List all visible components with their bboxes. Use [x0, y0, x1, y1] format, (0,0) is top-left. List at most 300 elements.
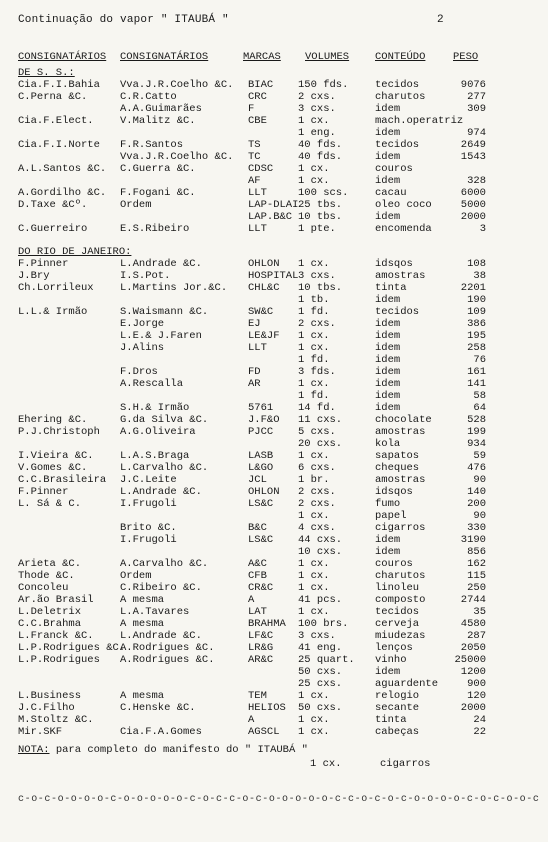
weight-cell: 2649	[460, 139, 486, 151]
shipper-cell: Ordem	[120, 570, 152, 582]
weight-cell: 22	[473, 726, 486, 738]
content-cell: miudezas	[375, 630, 426, 642]
mark-cell: LR&G	[248, 642, 274, 654]
volume-cell: 25 tbs.	[298, 199, 343, 211]
table-row	[0, 330, 548, 342]
shipper-cell: A.Rodrigues &C.	[120, 642, 215, 654]
weight-cell: 199	[467, 426, 486, 438]
volume-cell: 40 fds.	[298, 139, 343, 151]
shipper-cell: A mesma	[120, 594, 165, 606]
weight-cell: 330	[467, 522, 486, 534]
content-cell: idem	[375, 666, 401, 678]
content-cell: aguardente	[375, 678, 439, 690]
volume-cell: 1 cx.	[298, 510, 330, 522]
volume-cell: 100 brs.	[298, 618, 349, 630]
consignee-cell: J.C.Filho	[18, 702, 75, 714]
table-row	[0, 522, 548, 534]
weight-cell: 162	[467, 558, 486, 570]
content-cell: charutos	[375, 570, 426, 582]
table-row	[0, 606, 548, 618]
volume-cell: 2 cxs.	[298, 91, 336, 103]
content-cell: sapatos	[375, 450, 420, 462]
weight-cell: 115	[467, 570, 486, 582]
content-cell: idem	[375, 330, 401, 342]
mark-cell: LLT	[248, 223, 267, 235]
weight-cell: 5000	[460, 199, 486, 211]
mark-cell: TC	[248, 151, 261, 163]
shipper-cell: L.A.S.Braga	[120, 450, 190, 462]
volume-cell: 10 tbs.	[298, 211, 343, 223]
table-row	[0, 654, 548, 666]
content-cell: papel	[375, 510, 407, 522]
content-cell: linoleu	[375, 582, 420, 594]
table-row	[0, 438, 548, 450]
volume-cell: 2 cxs.	[298, 318, 336, 330]
table-row	[0, 666, 548, 678]
col-header-marks: MARCAS	[243, 51, 281, 63]
mark-cell: CHL&C	[248, 282, 280, 294]
shipper-cell: C.R.Catto	[120, 91, 177, 103]
weight-cell: 3	[479, 223, 486, 235]
volume-cell: 2 cxs.	[298, 486, 336, 498]
content-cell: encomenda	[375, 223, 432, 235]
content-cell: kola	[375, 438, 401, 450]
content-cell: fumo	[375, 498, 401, 510]
weight-cell: 1543	[460, 151, 486, 163]
content-cell: cigarros	[375, 522, 426, 534]
table-row	[0, 294, 548, 306]
mark-cell: AGSCL	[248, 726, 280, 738]
consignee-cell: C.Guerreiro	[18, 223, 88, 235]
consignee-cell: M.Stoltz &C.	[18, 714, 94, 726]
consignee-cell: L. Sá & C.	[18, 498, 82, 510]
content-cell: idem	[375, 318, 401, 330]
shipper-cell: Vva.J.R.Coelho &C.	[120, 79, 234, 91]
volume-cell: 1 fd.	[298, 390, 330, 402]
volume-cell: 1 cx.	[298, 570, 330, 582]
table-row	[0, 187, 548, 199]
weight-cell: 6000	[460, 187, 486, 199]
weight-cell: 386	[467, 318, 486, 330]
mark-cell: LAT	[248, 606, 267, 618]
consignee-cell: Cia.F.I.Norte	[18, 139, 100, 151]
consignee-cell: L.Deletrix	[18, 606, 82, 618]
volume-cell: 1 cx.	[298, 726, 330, 738]
table-row	[0, 534, 548, 546]
content-cell: idem	[375, 211, 401, 223]
volume-cell: 41 eng.	[298, 642, 343, 654]
content-cell: idem	[375, 342, 401, 354]
content-cell: chocolate	[375, 414, 432, 426]
table-row	[0, 510, 548, 522]
volume-cell: 14 fd.	[298, 402, 336, 414]
table-row	[0, 618, 548, 630]
volume-cell: 1 tb.	[298, 294, 330, 306]
mark-cell: A	[248, 714, 255, 726]
mark-cell: AR&C	[248, 654, 274, 666]
weight-cell: 195	[467, 330, 486, 342]
mark-cell: LE&JF	[248, 330, 280, 342]
content-cell: couros	[375, 163, 413, 175]
table-row	[0, 630, 548, 642]
shipper-cell: F.R.Santos	[120, 139, 184, 151]
weight-cell: 528	[467, 414, 486, 426]
content-cell: idem	[375, 390, 401, 402]
mark-cell: FD	[248, 366, 261, 378]
volume-cell: 1 cx.	[298, 606, 330, 618]
content-cell: tinta	[375, 282, 407, 294]
consignee-cell: C.C.Brasileira	[18, 474, 107, 486]
table-row	[0, 270, 548, 282]
weight-cell: 974	[467, 127, 486, 139]
shipper-cell: A mesma	[120, 618, 165, 630]
volume-cell: 1 cx.	[298, 258, 330, 270]
shipper-cell: A.Carvalho &C.	[120, 558, 209, 570]
weight-cell: 2000	[460, 211, 486, 223]
weight-cell: 476	[467, 462, 486, 474]
weight-cell: 90	[473, 510, 486, 522]
volume-cell: 50 cxs.	[298, 702, 343, 714]
table-row	[0, 594, 548, 606]
consignee-cell: A.L.Santos &C.	[18, 163, 107, 175]
content-cell: idem	[375, 534, 401, 546]
weight-cell: 25000	[454, 654, 486, 666]
volume-cell: 6 cxs.	[298, 462, 336, 474]
volume-cell: 1 cx.	[298, 115, 330, 127]
table-row	[0, 366, 548, 378]
weight-cell: 35	[473, 606, 486, 618]
volume-cell: 10 cxs.	[298, 546, 343, 558]
content-cell: idem	[375, 402, 401, 414]
mark-cell: LLT	[248, 187, 267, 199]
mark-cell: LASB	[248, 450, 274, 462]
volume-cell: 1 br.	[298, 474, 330, 486]
shipper-cell: L.Andrade &C.	[120, 258, 202, 270]
mark-cell: TEM	[248, 690, 267, 702]
table-row	[0, 91, 548, 103]
content-cell: idem	[375, 127, 401, 139]
content-cell: tecidos	[375, 306, 420, 318]
mark-cell: OHLON	[248, 258, 280, 270]
separator-line: c-o-c-o-o-o-o-c-o-o-o-o-o-c-o-c-c-o-c-o-o-o-o-o-c-c-o-c-o-c-o-o-o-o-c-o-c-o-o-c	[18, 794, 540, 805]
weight-cell: 90	[473, 474, 486, 486]
mark-cell: OHLON	[248, 486, 280, 498]
shipper-cell: S.Waismann &C.	[120, 306, 209, 318]
content-cell: idsqos	[375, 486, 413, 498]
shipper-cell: J.C.Leite	[120, 474, 177, 486]
mark-cell: CFB	[248, 570, 267, 582]
content-cell: tinta	[375, 714, 407, 726]
mark-cell: CR&C	[248, 582, 274, 594]
shipper-cell: C.Ribeiro &C.	[120, 582, 202, 594]
shipper-cell: L.Martins Jor.&C.	[120, 282, 228, 294]
table-row	[0, 115, 548, 127]
consignee-cell: Thode &C.	[18, 570, 75, 582]
volume-cell: 1 cx.	[298, 690, 330, 702]
weight-cell: 161	[467, 366, 486, 378]
mark-cell: HOSPITAL	[248, 270, 299, 282]
table-row	[0, 163, 548, 175]
shipper-cell: Ordem	[120, 199, 152, 211]
mark-cell: LS&C	[248, 534, 274, 546]
content-cell: amostras	[375, 270, 426, 282]
table-row	[0, 282, 548, 294]
shipper-cell: A.G.Oliveira	[120, 426, 196, 438]
volume-cell: 1 pte.	[298, 223, 336, 235]
content-cell: vinho	[375, 654, 407, 666]
consignee-cell: Ehering &C.	[18, 414, 88, 426]
shipper-cell: A mesma	[120, 690, 165, 702]
consignee-cell: C.Perna &C.	[18, 91, 88, 103]
volume-cell: 1 cx.	[298, 558, 330, 570]
volume-cell: 1 cx.	[298, 163, 330, 175]
weight-cell: 309	[467, 103, 486, 115]
weight-cell: 190	[467, 294, 486, 306]
content-cell: idem	[375, 366, 401, 378]
section-heading: DO RIO DE JANEIRO:	[18, 246, 132, 258]
table-row	[0, 474, 548, 486]
mark-cell: AF	[248, 175, 261, 187]
nota-label: NOTA:	[18, 744, 50, 756]
col-header-volumes: VOLUMES	[305, 51, 350, 63]
table-row	[0, 714, 548, 726]
content-cell: couros	[375, 558, 413, 570]
weight-cell: 9076	[460, 79, 486, 91]
volume-cell: 1 cx.	[298, 175, 330, 187]
table-row	[0, 582, 548, 594]
content-cell: idem	[375, 546, 401, 558]
weight-cell: 24	[473, 714, 486, 726]
weight-cell: 2201	[460, 282, 486, 294]
weight-cell: 277	[467, 91, 486, 103]
weight-cell: 250	[467, 582, 486, 594]
shipper-cell: E.S.Ribeiro	[120, 223, 190, 235]
consignee-cell: Cia.F.I.Bahia	[18, 79, 100, 91]
weight-cell: 900	[467, 678, 486, 690]
volume-cell: 20 cxs.	[298, 438, 343, 450]
weight-cell: 76	[473, 354, 486, 366]
table-row	[0, 127, 548, 139]
content-cell: cabeças	[375, 726, 420, 738]
mark-cell: CDSC	[248, 163, 274, 175]
volume-cell: 25 quart.	[298, 654, 355, 666]
content-cell: idem	[375, 103, 401, 115]
weight-cell: 108	[467, 258, 486, 270]
volume-cell: 40 fds.	[298, 151, 343, 163]
volume-cell: 2 cxs.	[298, 498, 336, 510]
volume-cell: 11 cxs.	[298, 414, 343, 426]
mark-cell: LS&C	[248, 498, 274, 510]
shipper-cell: C.Henske &C.	[120, 702, 196, 714]
consignee-cell: L.L.& Irmão	[18, 306, 88, 318]
mark-cell: A&C	[248, 558, 267, 570]
mark-cell: BRAHMA	[248, 618, 286, 630]
table-row	[0, 318, 548, 330]
volume-cell: 5 cxs.	[298, 426, 336, 438]
weight-cell: 2744	[460, 594, 486, 606]
weight-cell: 58	[473, 390, 486, 402]
table-row	[0, 642, 548, 654]
table-row	[0, 402, 548, 414]
consignee-cell: Concoleu	[18, 582, 69, 594]
table-row	[0, 678, 548, 690]
table-row	[0, 258, 548, 270]
content-cell: lenços	[375, 642, 413, 654]
weight-cell: 934	[467, 438, 486, 450]
consignee-cell: Arieta &C.	[18, 558, 82, 570]
shipper-cell: L.A.Tavares	[120, 606, 190, 618]
volume-cell: 50 cxs.	[298, 666, 343, 678]
content-cell: idem	[375, 294, 401, 306]
weight-cell: 856	[467, 546, 486, 558]
table-row	[0, 103, 548, 115]
table-row	[0, 175, 548, 187]
shipper-cell: F.Dros	[120, 366, 158, 378]
volume-cell: 3 cxs.	[298, 630, 336, 642]
col-header-shippers: CONSIGNATÁRIOS	[120, 51, 209, 63]
content-cell: idem	[375, 354, 401, 366]
mark-cell: LAP.B&C	[248, 211, 293, 223]
consignee-cell: Cia.F.Elect.	[18, 115, 94, 127]
mark-cell: LAP-DLAI	[248, 199, 299, 211]
document-title: Continuação do vapor " ITAUBÁ "	[18, 14, 229, 26]
shipper-cell: Brito &C.	[120, 522, 177, 534]
content-cell: composto	[375, 594, 426, 606]
table-row	[0, 558, 548, 570]
shipper-cell: A.Rescalla	[120, 378, 184, 390]
column-headers	[0, 51, 548, 65]
weight-cell: 140	[467, 486, 486, 498]
weight-cell: 3190	[460, 534, 486, 546]
volume-cell: 44 cxs.	[298, 534, 343, 546]
mark-cell: A	[248, 594, 255, 606]
shipper-cell: C.Guerra &C.	[120, 163, 196, 175]
weight-cell: 200	[467, 498, 486, 510]
volume-cell: 150 fds.	[298, 79, 349, 91]
volume-cell: 1 cx.	[298, 582, 330, 594]
content-cell: cacau	[375, 187, 407, 199]
table-row	[0, 486, 548, 498]
col-header-weight: PESO	[453, 51, 479, 63]
volume-cell: 1 cx.	[298, 378, 330, 390]
table-row	[0, 378, 548, 390]
weight-cell: 2050	[460, 642, 486, 654]
weight-cell: 109	[467, 306, 486, 318]
weight-cell: 120	[467, 690, 486, 702]
mark-cell: CRC	[248, 91, 267, 103]
volume-cell: 41 pcs.	[298, 594, 343, 606]
content-cell: amostras	[375, 474, 426, 486]
content-cell: secante	[375, 702, 420, 714]
col-header-consignees: CONSIGNATÁRIOS	[18, 51, 107, 63]
table-row	[0, 414, 548, 426]
shipper-cell: G.da Silva &C.	[120, 414, 209, 426]
table-row	[0, 199, 548, 211]
mark-cell: LLT	[248, 342, 267, 354]
table-row	[0, 79, 548, 91]
shipper-cell: A.A.Guimarães	[120, 103, 202, 115]
content-cell: relogio	[375, 690, 420, 702]
content-cell: idsqos	[375, 258, 413, 270]
weight-cell: 287	[467, 630, 486, 642]
weight-cell: 38	[473, 270, 486, 282]
table-row	[0, 354, 548, 366]
content-cell: idem	[375, 151, 401, 163]
volume-cell: 1 cx.	[298, 342, 330, 354]
footer-note	[18, 744, 308, 756]
consignee-cell: L.Franck &C.	[18, 630, 94, 642]
shipper-cell: I.Frugoli	[120, 534, 177, 546]
shipper-cell: L.Carvalho &C.	[120, 462, 209, 474]
shipper-cell: E.Jorge	[120, 318, 165, 330]
mark-cell: HELIOS	[248, 702, 286, 714]
col-header-contents: CONTEÚDO	[375, 51, 426, 63]
table-row	[0, 139, 548, 151]
table-row	[0, 306, 548, 318]
consignee-cell: P.J.Christoph	[18, 426, 100, 438]
table-row	[0, 426, 548, 438]
weight-cell: 141	[467, 378, 486, 390]
volume-cell: 4 cxs.	[298, 522, 336, 534]
consignee-cell: Ch.Lorrileux	[18, 282, 94, 294]
footer-extra-content: cigarros	[380, 758, 431, 770]
mark-cell: TS	[248, 139, 261, 151]
table-row	[0, 498, 548, 510]
volume-cell: 1 cx.	[298, 714, 330, 726]
volume-cell: 10 tbs.	[298, 282, 343, 294]
content-cell: oleo coco	[375, 199, 432, 211]
weight-cell: 2000	[460, 702, 486, 714]
consignee-cell: C.C.Brahma	[18, 618, 82, 630]
weight-cell: 64	[473, 402, 486, 414]
consignee-cell: L.Business	[18, 690, 82, 702]
mark-cell: AR	[248, 378, 261, 390]
shipper-cell: L.E.& J.Faren	[120, 330, 202, 342]
page-number: 2	[437, 14, 444, 26]
mark-cell: 5761	[248, 402, 274, 414]
mark-cell: L&GO	[248, 462, 274, 474]
mark-cell: F	[248, 103, 255, 115]
volume-cell: 3 cxs.	[298, 103, 336, 115]
shipper-cell: J.Alins	[120, 342, 165, 354]
consignee-cell: V.Gomes &C.	[18, 462, 88, 474]
consignee-cell: L.P.Rodrigues &C.	[18, 642, 126, 654]
weight-cell: 328	[467, 175, 486, 187]
shipper-cell: I.Frugoli	[120, 498, 177, 510]
shipper-cell: A.Rodrigues &C.	[120, 654, 215, 666]
consignee-cell: F.Pinner	[18, 486, 69, 498]
content-cell: tecidos	[375, 79, 420, 91]
shipper-cell: F.Fogani &C.	[120, 187, 196, 199]
shipper-cell: I.S.Pot.	[120, 270, 171, 282]
mark-cell: PJCC	[248, 426, 274, 438]
shipper-cell: L.Andrade &C.	[120, 486, 202, 498]
weight-cell: 258	[467, 342, 486, 354]
consignee-cell: L.P.Rodrigues	[18, 654, 100, 666]
table-row	[0, 211, 548, 223]
mark-cell: B&C	[248, 522, 267, 534]
volume-cell: 3 fds.	[298, 366, 336, 378]
table-row	[0, 450, 548, 462]
table-row	[0, 223, 548, 235]
consignee-cell: A.Gordilho &C.	[18, 187, 107, 199]
table-row	[0, 390, 548, 402]
shipper-cell: V.Malitz &C.	[120, 115, 196, 127]
table-row	[0, 570, 548, 582]
section-heading: DE S. S.:	[18, 67, 75, 79]
volume-cell: 1 eng.	[298, 127, 336, 139]
content-cell: cheques	[375, 462, 420, 474]
